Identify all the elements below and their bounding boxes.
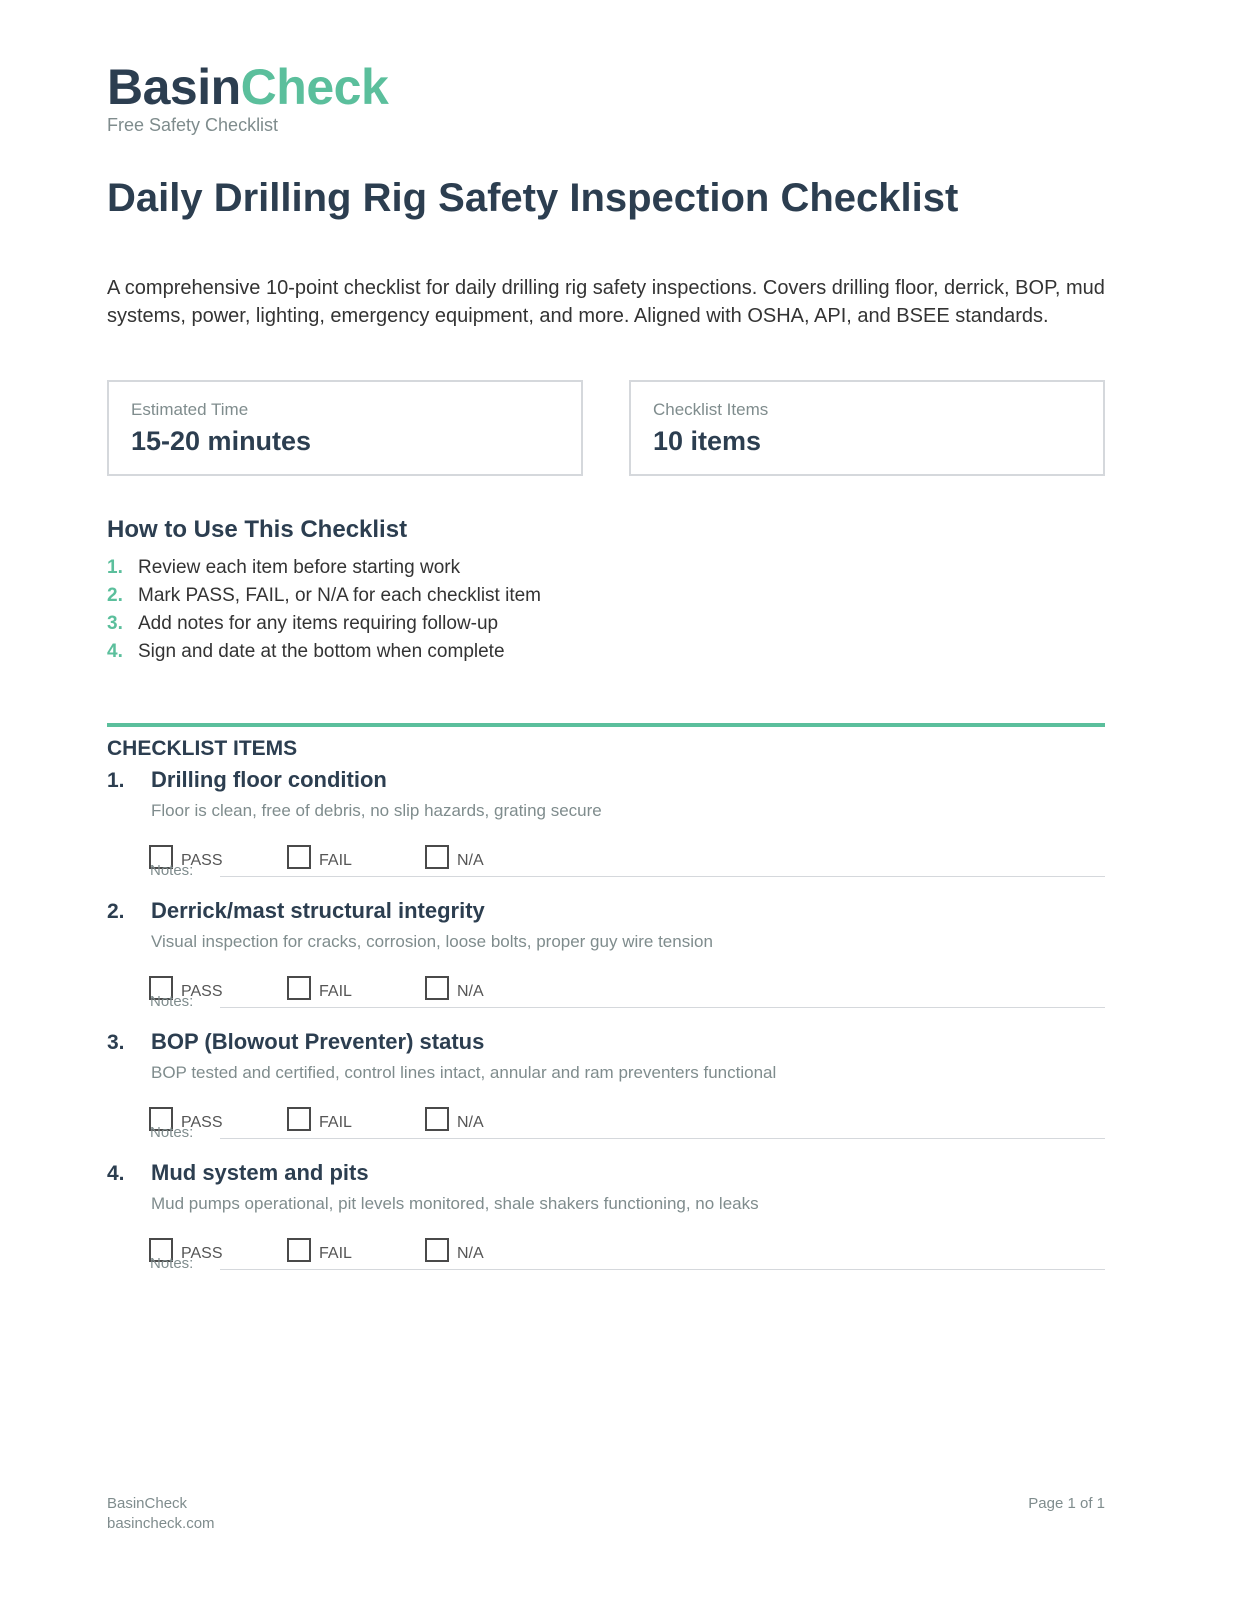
- step-text: Review each item before starting work: [138, 557, 461, 578]
- notes-label: Notes:: [150, 1255, 194, 1272]
- item-number: 2.: [107, 900, 125, 923]
- item-title: BOP (Blowout Preventer) status: [151, 1029, 485, 1054]
- stat-label: Estimated Time: [131, 400, 249, 419]
- brand-tagline: Free Safety Checklist: [107, 115, 279, 135]
- fail-checkbox[interactable]: [287, 976, 311, 1000]
- item-description: Mud pumps operational, pit levels monitored, shale shakers functioning, no leaks: [151, 1194, 759, 1213]
- na-checkbox[interactable]: [425, 845, 449, 869]
- item-header: [107, 1160, 1105, 1186]
- fail-option[interactable]: [287, 1107, 425, 1131]
- brand-name-part1: Basin: [107, 59, 241, 115]
- fail-label: FAIL: [319, 852, 352, 869]
- na-checkbox[interactable]: [425, 1238, 449, 1262]
- fail-option[interactable]: [287, 845, 425, 869]
- item-header: [107, 898, 1105, 924]
- footer-left: [107, 1494, 1105, 1534]
- notes-label: Notes:: [150, 993, 194, 1010]
- checklist-item: [107, 898, 1105, 1023]
- item-number: 3.: [107, 1031, 125, 1054]
- notes-field[interactable]: [220, 1006, 1105, 1008]
- fail-label: FAIL: [319, 983, 352, 1000]
- brand-header: [107, 59, 1105, 135]
- na-option[interactable]: [425, 845, 563, 869]
- step-text: Mark PASS, FAIL, or N/A for each checklist item: [138, 585, 542, 606]
- intro-paragraph: A comprehensive 10-point checklist for daily drilling rig safety inspections. Covers drilling floor, derrick, BOP, mud systems, power, lighting, emergency equipment, and more. Aligned with OSHA, API, and BSEE standards.: [107, 277, 1105, 327]
- step-number: 2.: [107, 585, 123, 606]
- fail-option[interactable]: [287, 1238, 425, 1262]
- fail-label: FAIL: [319, 1114, 352, 1131]
- stat-value: 10 items: [653, 426, 762, 456]
- notes-field[interactable]: [220, 1137, 1105, 1139]
- checklist-item: [107, 1029, 1105, 1154]
- brand-logo: [107, 59, 1105, 115]
- item-number: 4.: [107, 1162, 125, 1185]
- na-option[interactable]: [425, 1107, 563, 1131]
- na-label: N/A: [457, 983, 484, 1000]
- notes-field[interactable]: [220, 875, 1105, 877]
- na-label: N/A: [457, 852, 484, 869]
- step-text: Add notes for any items requiring follow-up: [138, 613, 499, 634]
- notes-field[interactable]: [220, 1268, 1105, 1270]
- fail-option[interactable]: [287, 976, 425, 1000]
- na-checkbox[interactable]: [425, 1107, 449, 1131]
- checklist-item: [107, 767, 1105, 892]
- pass-label: PASS: [181, 1245, 223, 1262]
- na-option[interactable]: [425, 1238, 563, 1262]
- stat-value: 15-20 minutes: [131, 426, 312, 456]
- item-title: Drilling floor condition: [151, 767, 387, 792]
- item-description: Floor is clean, free of debris, no slip hazards, grating secure: [151, 801, 602, 820]
- howto-list: [107, 554, 1105, 666]
- stat-card-time: [107, 380, 583, 476]
- item-header: [107, 1029, 1105, 1055]
- howto-step: [107, 554, 1105, 582]
- notes-label: Notes:: [150, 862, 194, 879]
- document-page: [107, 59, 1105, 1285]
- page-footer: [107, 1494, 1105, 1534]
- stat-card-items: [629, 380, 1105, 476]
- howto-step: [107, 638, 1105, 666]
- brand-name-part2: Check: [240, 59, 389, 115]
- howto-step: [107, 582, 1105, 610]
- stat-label: Checklist Items: [653, 400, 769, 419]
- na-label: N/A: [457, 1114, 484, 1131]
- footer-company: BasinCheck: [107, 1495, 188, 1512]
- step-number: 3.: [107, 613, 123, 634]
- page-title: Daily Drilling Rig Safety Inspection Checklist: [107, 176, 959, 220]
- item-title: Mud system and pits: [151, 1160, 369, 1185]
- na-checkbox[interactable]: [425, 976, 449, 1000]
- fail-checkbox[interactable]: [287, 845, 311, 869]
- fail-label: FAIL: [319, 1245, 352, 1262]
- step-text: Sign and date at the bottom when complete: [138, 641, 505, 662]
- checklist-items: [107, 767, 1105, 1285]
- checklist-heading: CHECKLIST ITEMS: [107, 737, 298, 760]
- notes-label: Notes:: [150, 1124, 194, 1141]
- howto-step: [107, 610, 1105, 638]
- pass-label: PASS: [181, 1114, 223, 1131]
- item-description: Visual inspection for cracks, corrosion, loose bolts, proper guy wire tension: [151, 932, 713, 951]
- checklist-item: [107, 1160, 1105, 1285]
- item-description: BOP tested and certified, control lines intact, annular and ram preventers functional: [151, 1063, 777, 1082]
- section-divider: [107, 723, 1105, 727]
- howto-heading: How to Use This Checklist: [107, 516, 408, 543]
- item-number: 1.: [107, 769, 125, 792]
- na-option[interactable]: [425, 976, 563, 1000]
- step-number: 1.: [107, 557, 123, 578]
- fail-checkbox[interactable]: [287, 1107, 311, 1131]
- page-number: Page 1 of 1: [1028, 1495, 1105, 1512]
- footer-website[interactable]: basincheck.com: [107, 1515, 215, 1532]
- item-title: Derrick/mast structural integrity: [151, 898, 485, 923]
- fail-checkbox[interactable]: [287, 1238, 311, 1262]
- na-label: N/A: [457, 1245, 484, 1262]
- stats-row: [107, 380, 1105, 476]
- pass-label: PASS: [181, 983, 223, 1000]
- step-number: 4.: [107, 641, 123, 662]
- pass-label: PASS: [181, 852, 223, 869]
- item-header: [107, 767, 1105, 793]
